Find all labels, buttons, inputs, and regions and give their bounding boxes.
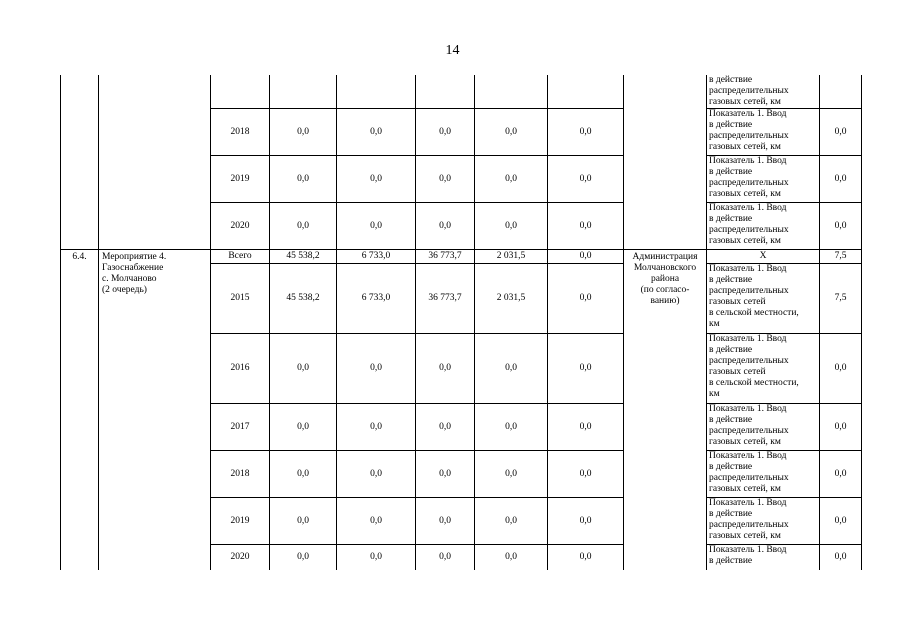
amount-cell: 0,0 (548, 545, 624, 570)
target-cell: 0,0 (820, 109, 862, 156)
amount-cell: 0,0 (548, 334, 624, 404)
amount-cell: 0,0 (337, 334, 416, 404)
indicator-cell: Показатель 1. Ввод в действие распределительных газовых сетей, км (707, 156, 820, 203)
amount-cell: 0,0 (270, 334, 337, 404)
amount-cell: 0,0 (337, 545, 416, 570)
indicator-cell: Х (707, 250, 820, 264)
amount-cell: 36 773,7 (416, 264, 475, 334)
amount-cell: 0,0 (416, 334, 475, 404)
year-cell: 2019 (211, 156, 270, 203)
amount-cell: 2 031,5 (475, 264, 548, 334)
amount-cell: 0,0 (475, 498, 548, 545)
target-cell: 0,0 (820, 451, 862, 498)
amount-cell: 0,0 (337, 156, 416, 203)
amount-cell: 0,0 (548, 498, 624, 545)
amount-cell: 0,0 (416, 545, 475, 570)
amount-cell (416, 75, 475, 109)
executor: Администрация Молчановского района (по согласо- ванию) (624, 250, 707, 570)
amount-cell: 0,0 (548, 203, 624, 250)
amount-cell: 2 031,5 (475, 250, 548, 264)
target-cell: 0,0 (820, 334, 862, 404)
measure-number: 6.4. (61, 250, 99, 570)
amount-cell: 0,0 (270, 451, 337, 498)
target-cell (820, 75, 862, 109)
measure-name-cell (99, 75, 211, 250)
indicator-cell: Показатель 1. Ввод в действие распределительных газовых сетей, км (707, 109, 820, 156)
target-cell: 0,0 (820, 404, 862, 451)
year-cell (211, 75, 270, 109)
amount-cell: 0,0 (270, 109, 337, 156)
amount-cell: 0,0 (337, 451, 416, 498)
program-table (60, 75, 862, 570)
amount-cell: 0,0 (475, 334, 548, 404)
indicator-cell: Показатель 1. Ввод в действие (707, 545, 820, 570)
amount-cell (548, 75, 624, 109)
executor-cell (624, 75, 707, 250)
amount-cell: 0,0 (475, 203, 548, 250)
amount-cell: 0,0 (548, 451, 624, 498)
number-cell (61, 75, 99, 250)
target-cell: 7,5 (820, 264, 862, 334)
year-cell: 2018 (211, 109, 270, 156)
amount-cell: 6 733,0 (337, 264, 416, 334)
amount-cell: 36 773,7 (416, 250, 475, 264)
amount-cell: 0,0 (337, 203, 416, 250)
amount-cell (337, 75, 416, 109)
indicator-cell: в действие распределительных газовых сетей, км (707, 75, 820, 109)
indicator-cell: Показатель 1. Ввод в действие распределительных газовых сетей, км (707, 203, 820, 250)
amount-cell: 0,0 (416, 498, 475, 545)
amount-cell: 0,0 (548, 250, 624, 264)
amount-cell: 0,0 (475, 451, 548, 498)
amount-cell: 0,0 (337, 404, 416, 451)
amount-cell: 0,0 (475, 109, 548, 156)
amount-cell: 0,0 (475, 404, 548, 451)
amount-cell: 0,0 (337, 498, 416, 545)
amount-cell: 45 538,2 (270, 250, 337, 264)
page-number: 14 (445, 43, 460, 58)
amount-cell: 0,0 (475, 156, 548, 203)
amount-cell: 0,0 (548, 156, 624, 203)
amount-cell: 0,0 (270, 156, 337, 203)
indicator-cell: Показатель 1. Ввод в действие распределительных газовых сетей, км (707, 404, 820, 451)
measure-name: Мероприятие 4. Газоснабжение с. Молчаново (2 очередь) (99, 250, 211, 570)
amount-cell: 0,0 (416, 109, 475, 156)
year-cell: Всего (211, 250, 270, 264)
year-cell: 2015 (211, 264, 270, 334)
year-cell: 2018 (211, 451, 270, 498)
indicator-cell: Показатель 1. Ввод в действие распределительных газовых сетей, км (707, 451, 820, 498)
table-row (61, 75, 862, 109)
year-cell: 2020 (211, 545, 270, 570)
amount-cell (475, 75, 548, 109)
amount-cell: 0,0 (270, 404, 337, 451)
year-cell: 2016 (211, 334, 270, 404)
target-cell: 0,0 (820, 203, 862, 250)
amount-cell: 0,0 (416, 404, 475, 451)
amount-cell: 45 538,2 (270, 264, 337, 334)
amount-cell: 0,0 (270, 498, 337, 545)
amount-cell: 0,0 (475, 545, 548, 570)
target-cell: 0,0 (820, 498, 862, 545)
year-cell: 2019 (211, 498, 270, 545)
amount-cell: 0,0 (337, 109, 416, 156)
amount-cell: 0,0 (416, 451, 475, 498)
indicator-cell: Показатель 1. Ввод в действие распределительных газовых сетей, км (707, 498, 820, 545)
amount-cell: 0,0 (416, 156, 475, 203)
indicator-cell: Показатель 1. Ввод в действие распределительных газовых сетей в сельской местности, км (707, 264, 820, 334)
amount-cell: 0,0 (548, 404, 624, 451)
amount-cell: 0,0 (270, 203, 337, 250)
target-cell: 0,0 (820, 545, 862, 570)
table-row (61, 250, 862, 264)
amount-cell: 0,0 (548, 264, 624, 334)
amount-cell: 0,0 (270, 545, 337, 570)
target-cell: 0,0 (820, 156, 862, 203)
amount-cell: 6 733,0 (337, 250, 416, 264)
year-cell: 2017 (211, 404, 270, 451)
amount-cell: 0,0 (548, 109, 624, 156)
indicator-cell: Показатель 1. Ввод в действие распределительных газовых сетей в сельской местности, км (707, 334, 820, 404)
target-cell: 7,5 (820, 250, 862, 264)
amount-cell: 0,0 (416, 203, 475, 250)
year-cell: 2020 (211, 203, 270, 250)
amount-cell (270, 75, 337, 109)
